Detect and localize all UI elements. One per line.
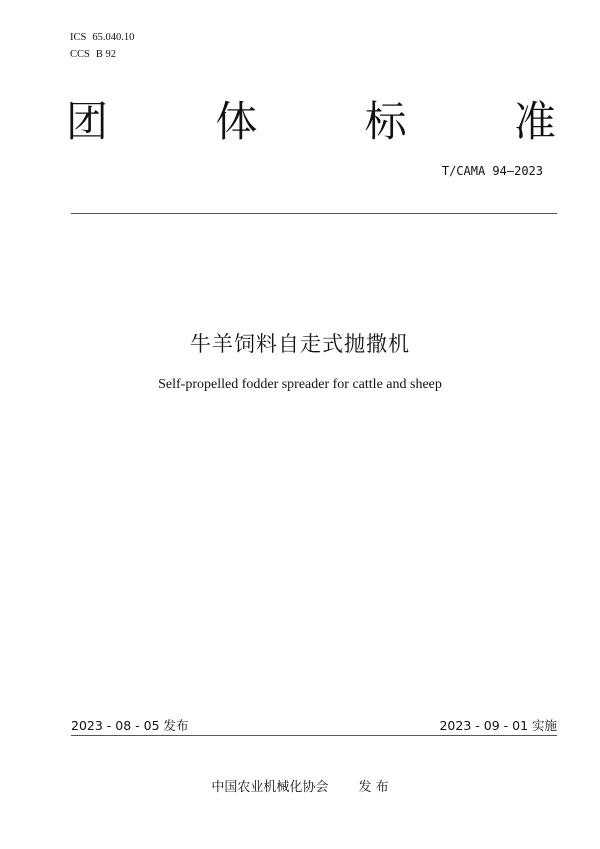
issue-date: 2023 - 08 - 05 发布 <box>71 718 189 733</box>
ccs-code: B 92 <box>95 49 116 60</box>
bottom-divider <box>71 735 557 736</box>
top-divider <box>71 213 557 214</box>
publisher-name: 中国农业机械化协会 <box>211 780 329 795</box>
standard-type-char: 体 <box>215 97 258 146</box>
publish-action: 发 布 <box>358 780 389 795</box>
standard-number: T/CAMA 94—2023 <box>441 164 543 178</box>
ccs-label: CCS <box>70 49 90 60</box>
title-chinese: 牛羊饲料自走式抛撒机 <box>190 332 410 356</box>
ccs-line <box>70 46 134 63</box>
standard-type-char: 团 <box>66 97 109 146</box>
title-english: Self-propelled fodder spreader for cattle and sheep <box>158 377 442 392</box>
publisher-line <box>0 776 600 795</box>
implementation-date: 2023 - 09 - 01 实施 <box>439 718 557 733</box>
ics-line <box>70 29 134 46</box>
standard-type-heading <box>66 96 556 148</box>
ics-code: 65.040.10 <box>92 32 135 43</box>
classification-codes <box>70 29 134 63</box>
ics-label: ICS <box>70 32 87 43</box>
standard-type-char: 标 <box>364 97 407 146</box>
standard-type-char: 准 <box>513 97 556 146</box>
